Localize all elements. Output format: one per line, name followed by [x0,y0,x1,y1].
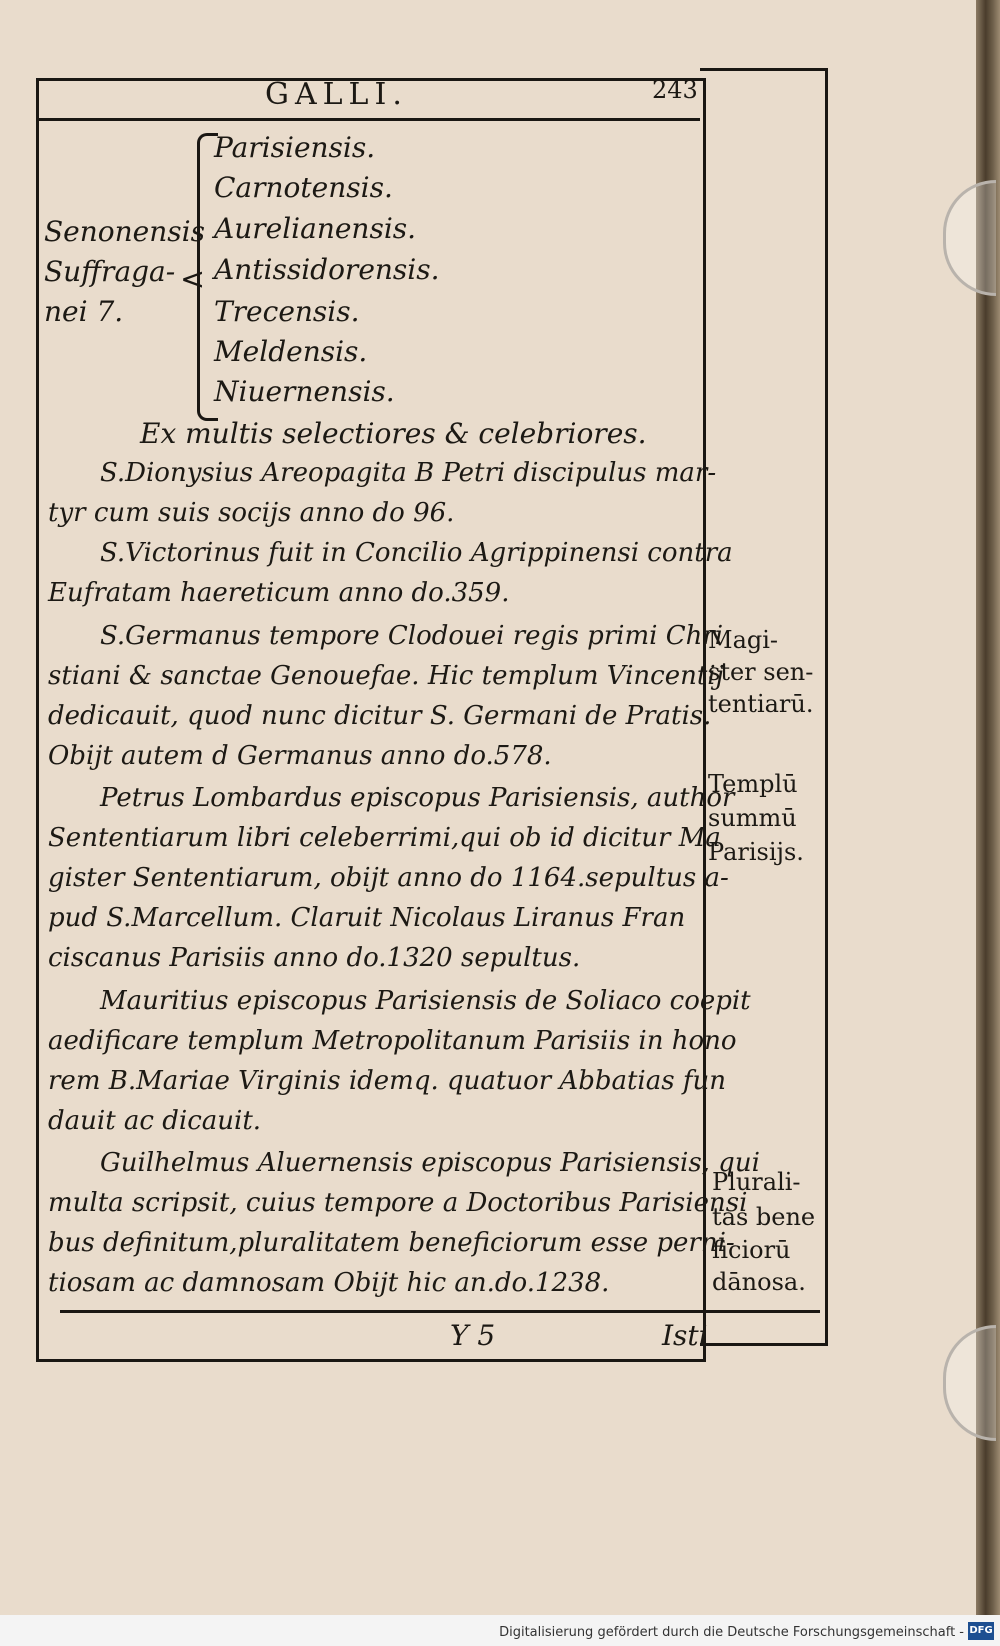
margin-note-line: tas bene [712,1203,816,1231]
signature-mark: Y 5 [450,1319,496,1352]
margin-note-line: Magi- [708,626,779,654]
see-item: Trecensis. [214,295,360,328]
list-label-line: Senonensis [44,215,205,248]
margin-note-line: Plurali- [712,1168,801,1196]
margin-note-line: ster sen- [708,658,814,686]
body-line: Ex multis selectiores & celebriores. [140,417,647,450]
body-line: dauit ac dicauit. [48,1106,262,1136]
header-rule [36,118,700,121]
catchword: Isti [662,1319,708,1352]
body-line: dedicauit, quod nunc dicitur S. Germani de Pratis. [48,701,712,731]
see-item: Niuernensis. [214,375,395,408]
margin-note-line: dānosa. [712,1268,806,1296]
body-line: S.Germanus tempore Clodouei regis primi Chri [100,621,724,651]
body-line: gister Sententiarum, obijt anno do 1164.sepultus a- [48,863,729,893]
body-line: S.Dionysius Areopagita B Petri discipulus mar- [100,458,717,488]
brace-point: < [180,262,206,297]
scan-caption: Digitalisierung gefördert durch die Deutsche Forschungsgemeinschaft - [499,1625,964,1640]
body-line: ciscanus Parisiis anno do.1320 sepultus. [48,943,581,973]
see-item: Aurelianensis. [214,212,417,245]
body-line: Petrus Lombardus episcopus Parisiensis, author [100,783,735,813]
body-line: Obijt autem d Germanus anno do.578. [48,741,552,771]
margin-note-line: ficiorū [712,1236,791,1264]
see-item: Meldensis. [214,335,368,368]
body-line: tiosam ac damnosam Obijt hic an.do.1238. [48,1268,610,1298]
body-line: rem B.Mariae Virginis idemq. quatuor Abbatias fun [48,1066,726,1096]
see-item: Antissidorensis. [214,253,440,286]
margin-note-line: summū [708,804,797,832]
page-number: 243 [652,76,698,104]
margin-note-line: Parisijs. [708,838,804,866]
body-line: multa scripsit, cuius tempore a Doctoribus Parisiensi [48,1188,748,1218]
body-line: tyr cum suis socijs anno do 96. [48,498,455,528]
running-header: GALLI. [265,77,408,112]
footer-rule [60,1310,820,1313]
margin-note-line: Templū [708,770,798,798]
body-line: bus definitum,pluralitatem beneficiorum esse perni- [48,1228,735,1258]
body-line: S.Victorinus fuit in Concilio Agrippinensi contra [100,538,733,568]
body-line: pud S.Marcellum. Claruit Nicolaus Liranus Fran [48,903,686,933]
body-line: stiani & sanctae Genouefae. Hic templum Vincentij [48,661,724,691]
see-item: Carnotensis. [214,171,393,204]
see-item: Parisiensis. [214,131,376,164]
list-label-line: Suffraga- [44,255,176,288]
dfg-logo: DFG [968,1622,994,1640]
body-line: Eufratam haereticum anno do.359. [48,578,510,608]
margin-note-line: tentiarū. [708,690,814,718]
list-label-line: nei 7. [44,295,124,328]
body-line: Sententiarum libri celeberrimi,qui ob id dicitur Ma [48,823,721,853]
body-line: Guilhelmus Aluernensis episcopus Parisiensis, qui [100,1148,760,1178]
body-line: Mauritius episcopus Parisiensis de Soliaco coepit [100,986,751,1016]
body-line: aedificare templum Metropolitanum Parisiis in hono [48,1026,737,1056]
